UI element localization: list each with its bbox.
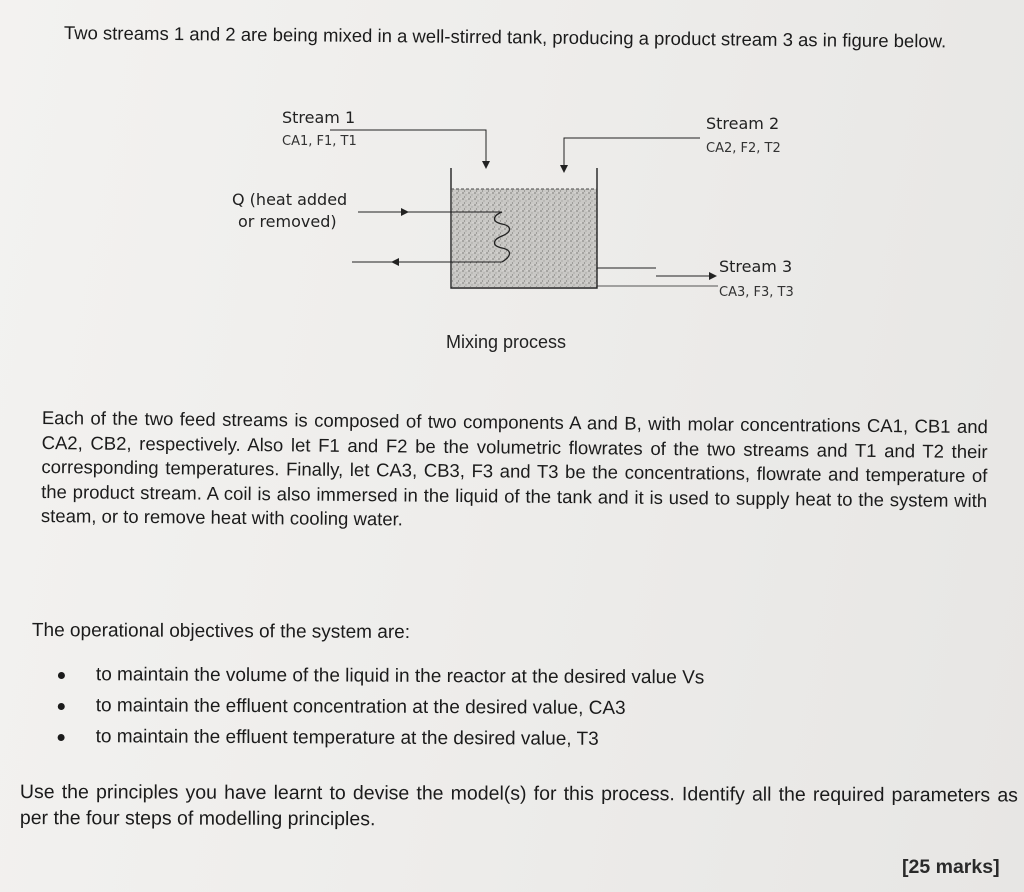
tank-liquid bbox=[452, 189, 597, 287]
objective-text: to maintain the volume of the liquid in the reactor at the desired value Vs bbox=[95, 664, 705, 689]
stream2-title: Stream 2 bbox=[706, 114, 780, 133]
heat-label-line1: Q (heat added bbox=[232, 190, 348, 209]
bullet-icon bbox=[58, 672, 65, 679]
objective-text: to maintain the effluent concentration at the desired value, CA3 bbox=[95, 695, 626, 719]
bullet-icon bbox=[58, 703, 65, 710]
stream2-variables: CA2, F2, T2 bbox=[706, 141, 781, 156]
list-item bbox=[58, 664, 705, 698]
list-item bbox=[58, 726, 705, 760]
stream1-title: Stream 1 bbox=[282, 108, 356, 127]
marks-label: [25 marks] bbox=[902, 856, 1000, 878]
objectives-list bbox=[58, 664, 705, 760]
diagram-caption: Mixing process bbox=[446, 332, 567, 352]
stream1-variables: CA1, F1, T1 bbox=[282, 134, 357, 149]
description-paragraph: Each of the two feed streams is composed of two components A and B, with molar concentrations CA1, CB1 and CA2, CB2, respectively. Also let F1 and F2 be the volumetric flowrates of the two streams and T1 and T2 their corresponding temperatures. Finally, let CA3, CB3, F3 and T3 be the concentrations, flowrate and temperature of the product stream. A coil is also immersed in the liquid of the tank and it is used to supply heat to the system with steam, or to remove heat with cooling water. bbox=[40, 406, 988, 530]
stream3-variables: CA3, F3, T3 bbox=[719, 285, 794, 300]
heat-label-line2: or removed) bbox=[238, 212, 337, 231]
stream3-title: Stream 3 bbox=[719, 257, 793, 276]
objective-text: to maintain the effluent temperature at the desired value, T3 bbox=[95, 726, 599, 750]
stream2-inlet-line bbox=[564, 138, 700, 172]
list-item bbox=[58, 695, 705, 729]
instruction-text: Use the principles you have learnt to devise the model(s) for this process. Identify all the required parameters as per the four steps of modelling principles. bbox=[19, 781, 1018, 831]
bullet-icon bbox=[58, 734, 65, 741]
intro-text: Two streams 1 and 2 are being mixed in a well-stirred tank, producing a product stream 3 as in figure below. bbox=[63, 22, 947, 52]
objectives-heading: The operational objectives of the system are: bbox=[31, 620, 411, 643]
